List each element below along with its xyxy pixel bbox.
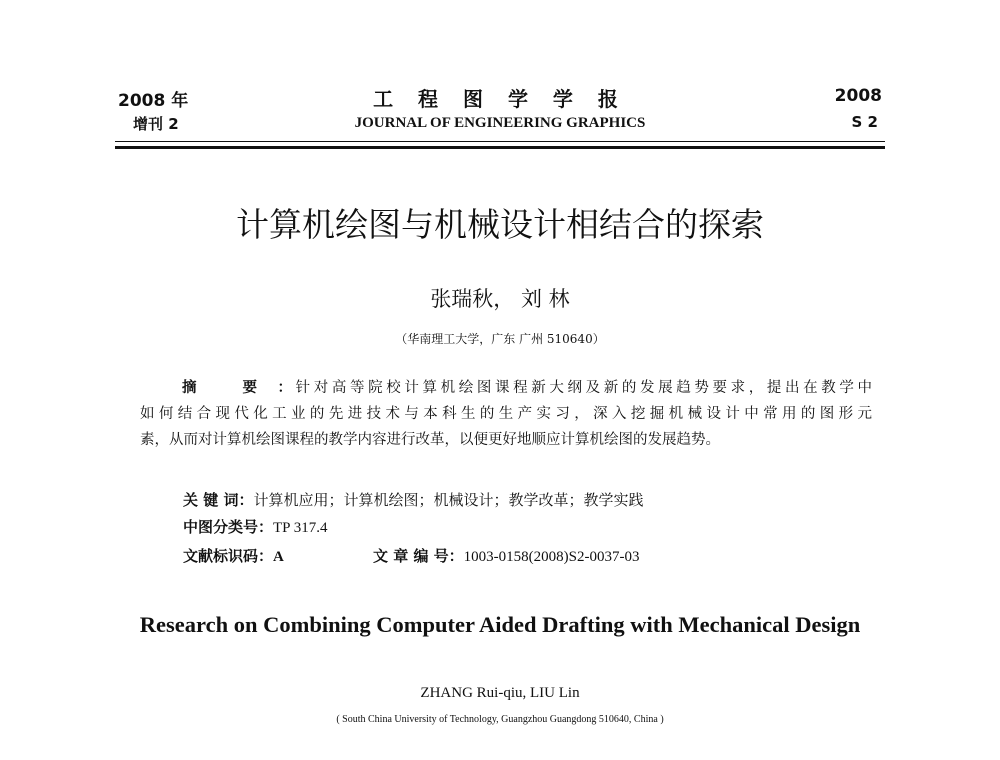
article-title: 计算机绘图与机械设计相结合的探索 bbox=[236, 205, 764, 244]
journal-name-en: JOURNAL OF ENGINEERING GRAPHICS bbox=[354, 115, 646, 131]
header-rule-thick bbox=[115, 146, 885, 149]
doc-code-label: 文献标识码： bbox=[183, 547, 274, 565]
abstract bbox=[140, 375, 872, 453]
english-affiliation: ( South China University of Technology, Guangzhou Guangdong 510640, China ) bbox=[336, 714, 664, 725]
article-no-value: 1003-0158(2008)S2-0037-03 bbox=[463, 549, 640, 565]
english-authors: ZHANG Rui-qiu, LIU Lin bbox=[420, 685, 580, 701]
clc-label: 中图分类号： bbox=[183, 518, 274, 536]
keywords-row bbox=[183, 489, 643, 510]
header-year-cn: 2008 年 bbox=[118, 91, 189, 111]
header-issue-cn: 增刊 2 bbox=[133, 115, 179, 133]
abstract-label: 摘 要： bbox=[182, 379, 292, 396]
keywords-value: 计算机应用；计算机绘图；机械设计；教学改革；教学实践 bbox=[253, 491, 644, 509]
article-authors: 张瑞秋， 刘 林 bbox=[430, 287, 570, 311]
doc-code-row bbox=[183, 545, 284, 566]
abstract-text-1: 针对高等院校计算机绘图课程新大纲及新的发展趋势要求，提出在教学中 bbox=[292, 380, 872, 396]
header-year: 2008 bbox=[834, 86, 882, 106]
abstract-line-3: 素，从而对计算机绘图课程的教学内容进行改革，以便更好地顺应计算机绘图的发展趋势。 bbox=[140, 432, 720, 448]
article-no-row bbox=[373, 545, 640, 566]
clc-row bbox=[183, 516, 327, 537]
article-no-label: 文 章 编 号： bbox=[373, 547, 464, 565]
english-title: Research on Combining Computer Aided Drafting with Mechanical Design bbox=[139, 612, 861, 637]
clc-value: TP 317.4 bbox=[273, 520, 328, 536]
keywords-label: 关 键 词： bbox=[183, 491, 254, 509]
header-rule-thin bbox=[115, 141, 885, 142]
header-issue: S 2 bbox=[851, 113, 878, 131]
article-affiliation: （华南理工大学，广东 广州 510640） bbox=[395, 332, 605, 346]
doc-code-value: A bbox=[273, 549, 284, 565]
abstract-line-1 bbox=[140, 375, 872, 401]
abstract-line-2: 如何结合现代化工业的先进技术与本科生的生产实习，深入挖掘机械设计中常用的图形元 bbox=[140, 406, 872, 422]
journal-name-cn: 工 程 图 学 学 报 bbox=[373, 87, 627, 111]
